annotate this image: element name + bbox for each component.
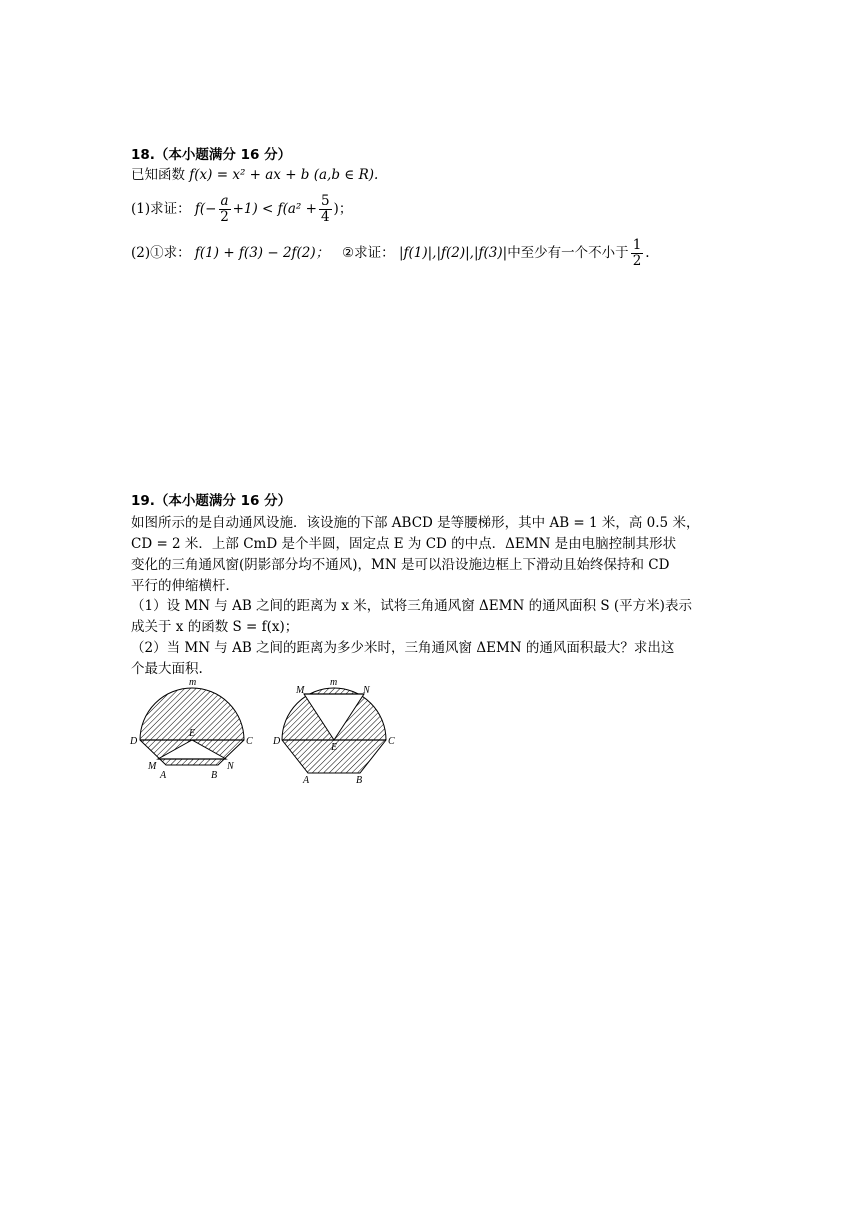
fig2-label-m-point: M (296, 685, 305, 696)
fig2-label-n: N (363, 685, 370, 696)
q18-intro-prefix: 已知函数 (131, 167, 185, 183)
q18-part1-frac-5-over-4: $\frac{5}{4}$ (320, 193, 330, 225)
fig1-label-m-point: M (148, 761, 157, 772)
q19-line-2: CD = 2 米．上部 CmD 是个半圆，固定点 E 为 CD 的中点．ΔEMN 是由电脑控制其形状 (131, 536, 677, 552)
q19-line-4: 平行的伸缩横杆． (131, 578, 239, 594)
q19-line-7: （2）当 MN 与 AB 之间的距离为多少米时，三角通风窗 ΔEMN 的通风面积最大？求出这 (131, 640, 675, 656)
fig1-label-e: E (189, 728, 196, 739)
fig1-label-n: N (227, 761, 234, 772)
q18-intro (131, 166, 378, 184)
q18-intro-formula: f(x) = x² + ax + b (a,b ∈ R). (189, 167, 379, 183)
q19-line-5: （1）设 MN 与 AB 之间的距离为 x 米，试将三角通风窗 ΔEMN 的通风面积 S (平方米)表示 (131, 598, 692, 614)
q18-part1-lhs-a: f(− (194, 201, 217, 217)
fig2-label-c: C (388, 736, 395, 747)
q18-part2-label2: ②求证： (342, 245, 395, 261)
q19-line-8: 个最大面积. (131, 661, 203, 677)
q18-part2 (131, 238, 650, 269)
fig1-label-a: A (160, 770, 167, 781)
q18-part2-end: . (645, 245, 650, 261)
figure-2-ventilation (272, 677, 402, 787)
figure-1-ventilation (128, 677, 258, 787)
q18-part1-end: )； (333, 201, 353, 217)
q19-title: 19.（本小题满分 16 分） (131, 493, 292, 509)
fig1-label-d: D (130, 736, 138, 747)
q19-line-3: 变化的三角通风窗(阴影部分均不通风)，MN 是可以沿设施边框上下滑动且始终保持和 CD (131, 557, 670, 573)
q18-part1-label: (1)求证： (131, 201, 191, 217)
q18-part2-abs: |f(1)|,|f(2)|,|f(3)| (398, 245, 508, 261)
q18-part1 (131, 194, 352, 225)
fig2-label-m: m (330, 677, 338, 688)
fig2-label-b: B (356, 775, 363, 786)
q18-part2-tail: 中至少有一个不小于 (507, 245, 629, 261)
fig1-label-c: C (246, 736, 253, 747)
q18-part1-lhs-b: +1) < f(a² + (232, 201, 317, 217)
q18-title: 18.（本小题满分 16 分） (131, 147, 292, 163)
fig1-label-b: B (211, 770, 218, 781)
q18-part2-label: (2)①求： (131, 245, 191, 261)
fig2-label-e: E (331, 742, 338, 753)
q19-line-1: 如图所示的是自动通风设施．该设施的下部 ABCD 是等腰梯形，其中 AB = 1 米，高 0.5 米， (131, 515, 700, 531)
q18-part2-frac-1-over-2: $\frac{1}{2}$ (632, 237, 642, 269)
fig2-label-d: D (273, 736, 281, 747)
q19-line-6: 成关于 x 的函数 S = f(x)； (131, 619, 299, 635)
q18-part2-formula: f(1) + f(3) − 2f(2)； (194, 245, 330, 261)
q18-part1-frac-a-over-2: $\frac{a}{2}$ (220, 193, 229, 225)
fig2-label-a: A (303, 775, 310, 786)
fig1-label-m: m (189, 677, 197, 688)
